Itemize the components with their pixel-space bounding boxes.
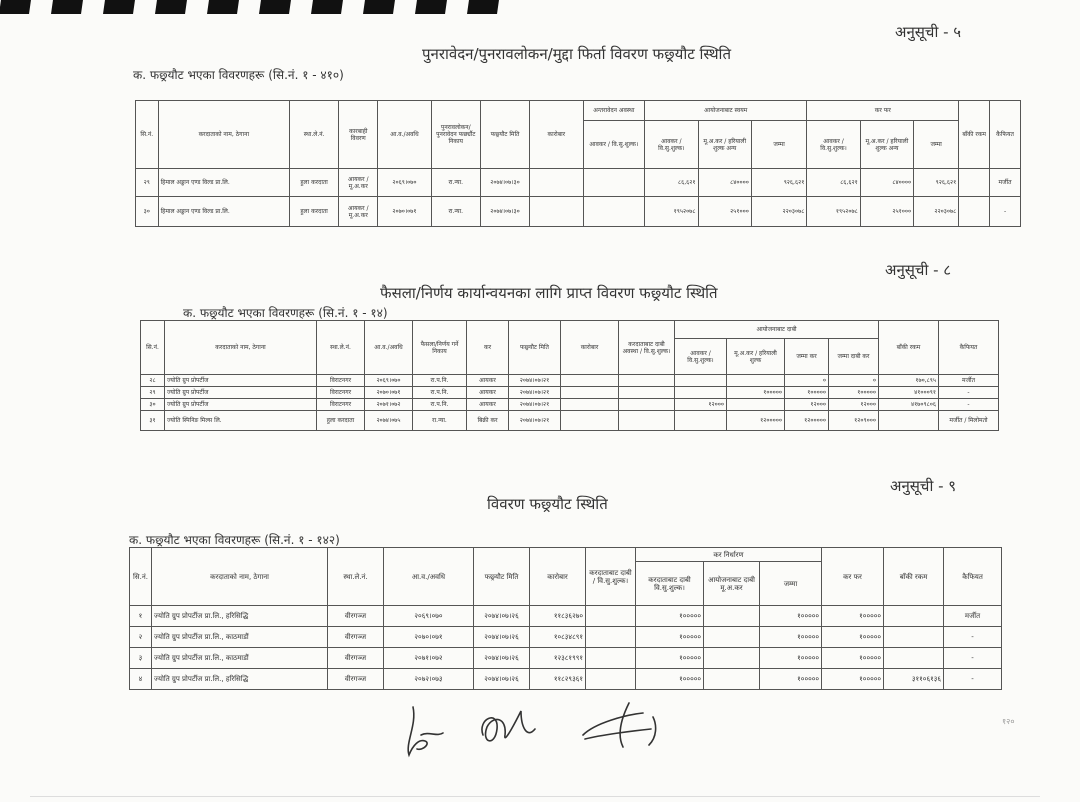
cell-p2: ८४००००	[860, 169, 913, 197]
s3-header-sn: सि.नं.	[130, 548, 152, 606]
cell-date: २०७४।०७।२६	[474, 648, 530, 669]
table-row	[130, 669, 1002, 690]
cell-remarks: मर्जीत	[990, 169, 1021, 197]
s3-header-pay: कर फर	[822, 548, 884, 606]
cell-sn: ३१	[141, 411, 165, 431]
cell-sn: ३०	[136, 197, 159, 227]
cell-petition: रा.न्या.	[431, 169, 480, 197]
cell-a1: १२०००	[675, 399, 727, 411]
cell-karobar: ११८३६२७०	[530, 606, 586, 627]
s1-header-pay3: जम्मा	[914, 121, 959, 169]
s2-header-adhi1: आवकर / वि.सु.शुल्क।	[675, 339, 727, 375]
cell-karobar	[561, 399, 619, 411]
cell-date: २०७४।०७।२१	[509, 375, 561, 387]
cell-a1	[675, 411, 727, 431]
s3-header-karobar: कारोबार	[530, 548, 586, 606]
signature-2	[482, 711, 535, 741]
s1-header-kar: कारोबार	[530, 101, 583, 169]
cell-a3: १२०००००	[785, 411, 829, 431]
cell-a4: १२०९०००	[829, 411, 879, 431]
s3-header-year: आ.व./अवधि	[384, 548, 474, 606]
s1-header-adhi3: जम्मा	[751, 121, 806, 169]
cell-p3: ९२६,६२१	[914, 169, 959, 197]
s3-header-group: कर निर्धारण	[636, 548, 822, 562]
cell-pan: विराटनगर	[317, 399, 365, 411]
s1-header-petition: पुनरावलोकन/पुनरावेदन फर्छ्यौट निकाय	[431, 101, 480, 169]
section1-title: पुनरावेदन/पुनरावलोकन/मुद्दा फिर्ता विवरण फछ्र्यौट स्थिति	[422, 45, 731, 63]
s1-header-remarks: कैफियत	[990, 101, 1021, 169]
cell-rem	[959, 169, 990, 197]
cell-kar	[530, 169, 583, 197]
cell-date: २०७४।०७।२१	[509, 411, 561, 431]
cell-karobar: १२३८१९९१	[530, 648, 586, 669]
s3-header-g1: करदाताबाट दाबी वि.सु.शुल्क।	[636, 562, 704, 606]
cell-appeal	[586, 648, 636, 669]
cell-pay: १०००००	[822, 648, 884, 669]
cell-name: हिमाल अड्डान एण्ड विल्ड प्रा.लि.	[158, 169, 289, 197]
cell-g1: १०००००	[636, 627, 704, 648]
cell-appeal	[619, 387, 675, 399]
s3-header-settle-date: फछ्र्यौट मिति	[474, 548, 530, 606]
cell-kar: बिक्री कर	[467, 411, 509, 431]
cell-a3: २२०३०७८	[751, 197, 806, 227]
cell-pan: हुला करदाता	[289, 197, 338, 227]
s3-header-g3: जम्मा	[760, 562, 822, 606]
cell-date: २०७४।०७।३०	[480, 197, 529, 227]
cell-decision: आयकर / मू.अ.कर	[339, 169, 378, 197]
cell-remarks: -	[944, 627, 1002, 648]
cell-sn: २९	[136, 169, 159, 197]
cell-remarks: मर्जीत / मिलोमतो	[939, 411, 999, 431]
cell-pan: वीरगञ्ज	[328, 627, 384, 648]
cell-appeal	[619, 375, 675, 387]
cell-g2	[704, 648, 760, 669]
s3-header-name: करदाताको नाम, ठेगाना	[152, 548, 328, 606]
cell-g1: १०००००	[636, 648, 704, 669]
s3-header-pan: स्था.ले.नं.	[328, 548, 384, 606]
cell-sn: ३	[130, 648, 152, 669]
cell-a1	[675, 375, 727, 387]
cell-g1: १०००००	[636, 669, 704, 690]
table-row	[141, 411, 999, 431]
table-row	[141, 387, 999, 399]
s1-header-name: करदाताको नाम, ठेगाना	[158, 101, 289, 169]
cell-decision: आयकर / मू.अ.कर	[339, 197, 378, 227]
s2-header-adhi-group: आयोजनाबाट दाबी	[675, 321, 879, 339]
cell-year: २०७०।०७१	[365, 387, 413, 399]
cell-appeal	[583, 197, 645, 227]
s2-header-adhi3: जम्मा कर	[785, 339, 829, 375]
cell-p3: २२०३०७८	[914, 197, 959, 227]
section2-subtitle: क. फछ्र्यौट भएका विवरणहरू (सि.नं. १ - १४)	[183, 306, 388, 320]
cell-p1: ८६,६२१	[807, 169, 860, 197]
table-row	[130, 627, 1002, 648]
table-row	[141, 375, 999, 387]
cell-rem	[884, 627, 944, 648]
s1-header-pay-group: कर फर	[807, 101, 959, 121]
cell-pan: हुला करदाता	[317, 411, 365, 431]
cell-remarks: -	[990, 197, 1021, 227]
cell-g2	[704, 627, 760, 648]
cell-p2: २५१०००	[860, 197, 913, 227]
cell-a1: १९५२०७८	[645, 197, 698, 227]
cell-karobar: १०८३४८९१	[530, 627, 586, 648]
s1-header-adhi-group: आयोजनाबाट स्वयम	[645, 101, 807, 121]
table-row	[136, 169, 1021, 197]
s2-header-adhi2: मू.अ.कर / हरियाली शुल्क	[727, 339, 785, 375]
cell-remarks: -	[944, 669, 1002, 690]
cell-appeal	[619, 411, 675, 431]
cell-g2	[704, 669, 760, 690]
signature-3	[583, 703, 656, 747]
section3-anusuchi: अनुसूची - ९	[890, 477, 957, 495]
cell-karobar	[561, 411, 619, 431]
cell-a2: १२०००००	[727, 411, 785, 431]
section1-table	[135, 100, 1021, 227]
cell-kar: आयकर	[467, 387, 509, 399]
cell-remarks: -	[944, 648, 1002, 669]
cell-remarks: मर्जीत	[939, 375, 999, 387]
cell-pan: वीरगञ्ज	[328, 648, 384, 669]
cell-rem	[884, 648, 944, 669]
cell-rem: १७०,८९५	[879, 375, 939, 387]
section2-anusuchi: अनुसूची - ८	[885, 261, 952, 279]
cell-g3: १०००००	[760, 669, 822, 690]
cell-rem	[959, 197, 990, 227]
s2-header-settle-date: फछ्र्यौट मिति	[509, 321, 561, 375]
cell-pan: हुला करदाता	[289, 169, 338, 197]
cell-a2: ८४००००	[698, 169, 751, 197]
s3-header-remarks: कैफियत	[944, 548, 1002, 606]
cell-pan: विराटनगर	[317, 387, 365, 399]
cell-sn: १	[130, 606, 152, 627]
cell-a3: १२०००	[785, 399, 829, 411]
cell-g1: १०००००	[636, 606, 704, 627]
cell-kar	[530, 197, 583, 227]
cell-kar: आयकर	[467, 399, 509, 411]
cell-name: ज्योति स्पिनिङ मिल्स लि.	[165, 411, 317, 431]
s3-header-g2: आयोजनाबाट दाबी मू.अ.कर	[704, 562, 760, 606]
cell-appeal	[586, 669, 636, 690]
s1-header-pay2: मू.अ.कर / हरियाली शुल्क अन्य	[860, 121, 913, 169]
s3-header-appeal: करदाताबाट दाबी / वि.सु.शुल्क।	[586, 548, 636, 606]
table-row	[130, 606, 1002, 627]
cell-decision: रा.प.नि.	[413, 387, 467, 399]
s2-header-year: आ.व./अवधि	[365, 321, 413, 375]
cell-pan: वीरगञ्ज	[328, 669, 384, 690]
s1-header-settle-date: फछ्र्यौट मिति	[480, 101, 529, 169]
cell-rem	[879, 411, 939, 431]
cell-appeal	[586, 627, 636, 648]
s1-header-appeal-sub: आवकर / वि.सु.शुल्क।	[583, 121, 645, 169]
cell-date: २०७४।०७।३०	[480, 169, 529, 197]
table-row	[141, 399, 999, 411]
binding-marks	[0, 0, 520, 14]
s2-header-name: करदाताको नाम, ठेगाना	[165, 321, 317, 375]
cell-appeal	[586, 606, 636, 627]
cell-name: ज्योति ग्रुप प्रोपर्टीज	[165, 399, 317, 411]
s2-header-pan: स्था.ले.नं.	[317, 321, 365, 375]
s1-header-appeal: अन्तरावेदन अवस्था	[583, 101, 645, 121]
signature-1	[408, 707, 443, 755]
section1-subtitle: क. फछ्र्यौट भएका विवरणहरू (सि.नं. १ - ४१०)	[133, 68, 344, 82]
cell-sn: २	[130, 627, 152, 648]
cell-appeal	[583, 169, 645, 197]
page-edge	[30, 796, 1040, 797]
cell-sn: २८	[141, 375, 165, 387]
cell-year: २०७०।०७१	[378, 197, 431, 227]
section1-anusuchi: अनुसूची - ५	[895, 23, 962, 41]
section2-table	[140, 320, 999, 431]
cell-name: ज्योति ग्रुप प्रोपर्टीज प्रा.लि., हरिसिद्धि	[152, 606, 328, 627]
cell-rem	[884, 606, 944, 627]
s2-header-appeal: करदाताबाट दाबी अवस्था / वि.सु.शुल्क।	[619, 321, 675, 375]
section2-title: फैसला/निर्णय कार्यान्वयनका लागि प्राप्त विवरण फछ्र्यौट स्थिति	[380, 284, 718, 302]
cell-rem: ४१७०९८०६	[879, 399, 939, 411]
s2-header-adhi4: जम्मा दाबी कर	[829, 339, 879, 375]
cell-g2	[704, 606, 760, 627]
cell-rem: ३११०६१३६	[884, 669, 944, 690]
cell-date: २०७४।०७।२६	[474, 606, 530, 627]
cell-date: २०७४।०७।२६	[474, 627, 530, 648]
cell-a3: ९२६,६२१	[751, 169, 806, 197]
s2-header-sn: सि.नं.	[141, 321, 165, 375]
cell-year: २०७०।०७१	[384, 627, 474, 648]
s2-header-remarks: कैफियत	[939, 321, 999, 375]
cell-date: २०७४।०७।२१	[509, 399, 561, 411]
cell-year: २०७१।०७२	[384, 648, 474, 669]
cell-karobar	[561, 387, 619, 399]
cell-petition: रा.न्या.	[431, 197, 480, 227]
s2-header-remaining: बाँकी रकम	[879, 321, 939, 375]
cell-name: हिमाल अड्डान एण्ड विल्ड प्रा.लि.	[158, 197, 289, 227]
cell-a4: १०००००	[829, 387, 879, 399]
section3-table	[129, 547, 1002, 690]
cell-a1	[675, 387, 727, 399]
s1-header-pan: स्था.ले.नं.	[289, 101, 338, 169]
cell-g3: १०००००	[760, 648, 822, 669]
cell-year: २०६९।०७०	[365, 375, 413, 387]
cell-a2: १०००००	[727, 387, 785, 399]
s1-header-remaining: बाँकी रकम	[959, 101, 990, 169]
cell-a3: १०००००	[785, 387, 829, 399]
s2-header-kar: कर	[467, 321, 509, 375]
cell-a2	[727, 399, 785, 411]
cell-appeal	[619, 399, 675, 411]
table-row	[136, 197, 1021, 227]
cell-pay: १०००००	[822, 627, 884, 648]
cell-year: २०७४।०७५	[365, 411, 413, 431]
cell-date: २०७४।०७।२६	[474, 669, 530, 690]
cell-remarks: -	[939, 399, 999, 411]
s1-header-year: आ.व./अवधि	[378, 101, 431, 169]
cell-name: ज्योति ग्रुप प्रोपर्टीज प्रा.लि., हरिसिद्धि	[152, 669, 328, 690]
cell-kar: आयकर	[467, 375, 509, 387]
cell-date: २०७४।०७।२१	[509, 387, 561, 399]
s1-header-adhi2: मू.अ.कर / हरियाली शुल्क अन्य	[698, 121, 751, 169]
cell-decision: रा.प.नि.	[413, 375, 467, 387]
cell-karobar: ११८२९३६१	[530, 669, 586, 690]
s2-header-karobar: कारोबार	[561, 321, 619, 375]
cell-a2: २५१०००	[698, 197, 751, 227]
cell-year: २०६९।०७०	[378, 169, 431, 197]
cell-sn: २९	[141, 387, 165, 399]
cell-decision: रा.प.नि.	[413, 399, 467, 411]
s1-header-adhi1: आवकर / वि.सु.शुल्क।	[645, 121, 698, 169]
cell-a1: ८६,६२१	[645, 169, 698, 197]
s3-header-remaining: बाँकी रकम	[884, 548, 944, 606]
section3-title: विवरण फछ्र्यौट स्थिति	[487, 495, 608, 513]
cell-year: २०६९।०७०	[384, 606, 474, 627]
cell-a2	[727, 375, 785, 387]
cell-decision: रा.न्या.	[413, 411, 467, 431]
cell-p1: १९५२०७८	[807, 197, 860, 227]
section3-subtitle: क. फछ्र्यौट भएका विवरणहरू (सि.नं. १ - १४२)	[129, 533, 340, 547]
page-number: १२०	[1002, 717, 1015, 726]
cell-year: २०७१।०७२	[365, 399, 413, 411]
cell-remarks: मर्जीत	[944, 606, 1002, 627]
cell-a3: ०	[785, 375, 829, 387]
cell-pay: १०००००	[822, 606, 884, 627]
cell-name: ज्योति ग्रुप प्रोपर्टीज	[165, 387, 317, 399]
cell-sn: ३०	[141, 399, 165, 411]
cell-a4: १२०००	[829, 399, 879, 411]
cell-rem: ४१०००९१	[879, 387, 939, 399]
s1-header-decision: कारबाही विवरण	[339, 101, 378, 169]
cell-sn: ४	[130, 669, 152, 690]
cell-pan: वीरगञ्ज	[328, 606, 384, 627]
cell-g3: १०००००	[760, 606, 822, 627]
signatures	[395, 695, 695, 765]
cell-a4: ०	[829, 375, 879, 387]
s2-header-decision: फैसला/निर्णय गर्ने निकाय	[413, 321, 467, 375]
cell-name: ज्योति ग्रुप प्रोपर्टीज प्रा.लि., काठमाडौं	[152, 648, 328, 669]
cell-name: ज्योति ग्रुप प्रोपर्टीज प्रा.लि., काठमाडौं	[152, 627, 328, 648]
cell-remarks: -	[939, 387, 999, 399]
cell-g3: १०००००	[760, 627, 822, 648]
s1-header-pay1: आवकर / वि.सु.शुल्क।	[807, 121, 860, 169]
cell-year: २०७२।०७३	[384, 669, 474, 690]
cell-name: ज्योति ग्रुप प्रोपर्टीज	[165, 375, 317, 387]
cell-pan: विराटनगर	[317, 375, 365, 387]
cell-pay: १०००००	[822, 669, 884, 690]
table-row	[130, 648, 1002, 669]
s1-header-sn: सि.नं.	[136, 101, 159, 169]
cell-karobar	[561, 375, 619, 387]
